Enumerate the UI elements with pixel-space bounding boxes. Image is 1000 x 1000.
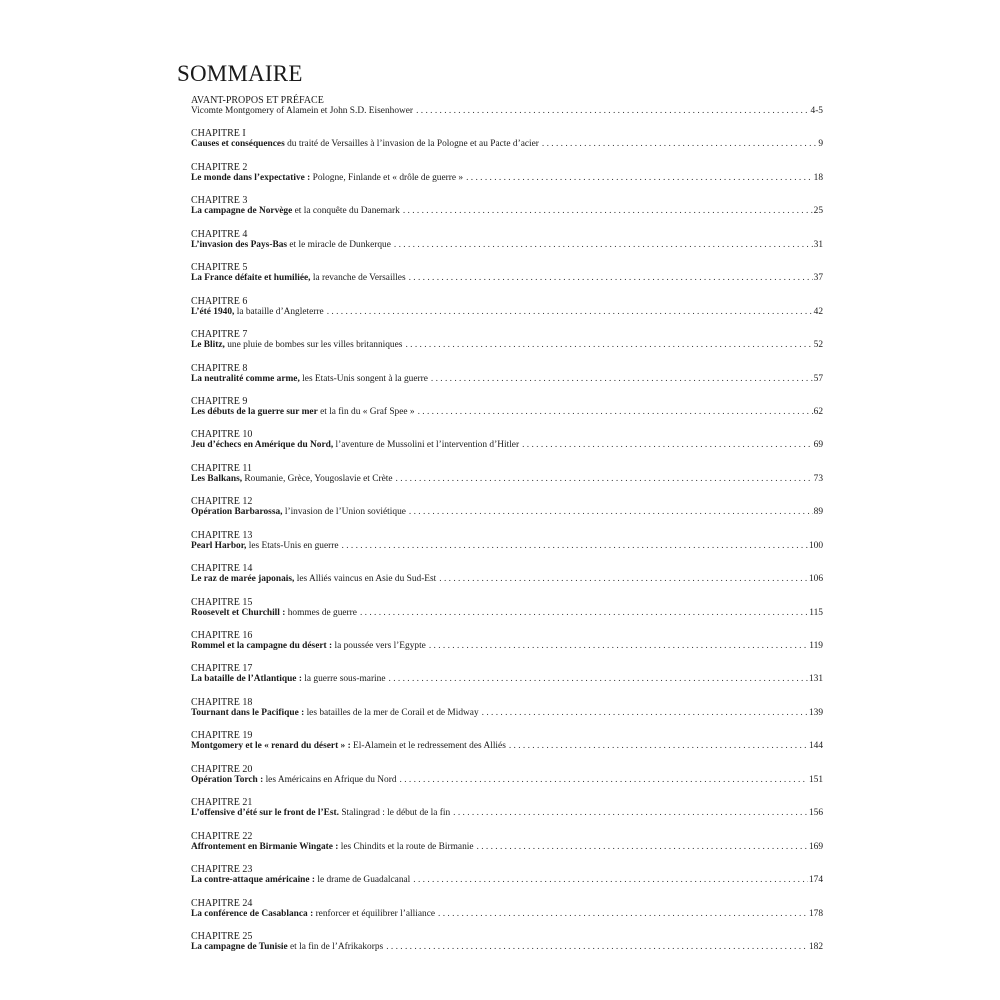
chapter-title-bold: La campagne de Norvège xyxy=(191,206,293,217)
dot-leader xyxy=(394,240,813,251)
chapter-line xyxy=(191,574,823,585)
chapter-title-bold: La contre-attaque américaine : xyxy=(191,875,316,886)
chapter-heading: CHAPITRE 17 xyxy=(191,663,253,675)
chapter-title-bold: La conférence de Casablanca : xyxy=(191,908,314,919)
dot-leader xyxy=(522,440,813,451)
page-number: 174 xyxy=(808,875,823,886)
chapter-heading: CHAPITRE 8 xyxy=(191,362,248,374)
chapter-title-rest: les États-Unis songent à la guerre xyxy=(299,373,428,384)
chapter-line xyxy=(191,273,823,284)
chapter-title-bold: Le Blitz, xyxy=(191,340,225,351)
chapter-title-rest: hommes de guerre xyxy=(285,607,357,618)
chapter-title-bold: Les débuts de la guerre sur mer xyxy=(191,406,318,417)
chapter-line xyxy=(191,206,823,217)
dot-leader xyxy=(439,574,808,585)
chapter-title-rest: l’aventure de Mussolini et l’intervention d’Hitler xyxy=(333,440,520,451)
chapter-title xyxy=(191,574,436,585)
chapter-title xyxy=(191,741,506,752)
dot-leader xyxy=(403,206,813,217)
chapter-title-bold: Roosevelt et Churchill : xyxy=(191,607,286,618)
page-number: 37 xyxy=(813,273,823,284)
chapter-title-rest: et la conquête du Danemark xyxy=(292,206,400,217)
chapter-heading: CHAPITRE 23 xyxy=(191,864,253,876)
chapter-heading: CHAPITRE 21 xyxy=(191,797,253,809)
dot-leader xyxy=(400,775,808,786)
chapter-title-bold: La bataille de l’Atlantique : xyxy=(191,674,302,685)
chapter-heading: CHAPITRE 20 xyxy=(191,763,253,775)
dot-leader xyxy=(429,641,808,652)
chapter-title-rest: renforcer et équilibrer l’alliance xyxy=(313,908,436,919)
chapter-line xyxy=(191,674,823,685)
page-number: 69 xyxy=(813,440,823,451)
chapter-title-rest: la revanche de Versailles xyxy=(310,273,406,284)
toc-entry[interactable] xyxy=(191,530,823,563)
page-number: 115 xyxy=(809,607,823,618)
toc-entry[interactable] xyxy=(191,597,823,630)
chapter-title-bold: Jeu d’échecs en Amérique du Nord, xyxy=(191,440,334,451)
dot-leader xyxy=(413,875,808,886)
chapter-heading: CHAPITRE 12 xyxy=(191,496,253,508)
chapter-title xyxy=(191,340,402,351)
chapter-title-bold: Pearl Harbor, xyxy=(191,540,247,551)
chapter-title xyxy=(191,942,383,953)
toc-entry[interactable] xyxy=(191,262,823,295)
dot-leader xyxy=(542,139,817,150)
chapter-line xyxy=(191,340,823,351)
chapter-heading: CHAPITRE 19 xyxy=(191,730,253,742)
chapter-heading: CHAPITRE 6 xyxy=(191,295,248,307)
chapter-title xyxy=(191,307,324,318)
chapter-title xyxy=(191,273,406,284)
page-number: 144 xyxy=(808,741,823,752)
toc-entry[interactable] xyxy=(191,396,823,429)
chapter-title-rest: la bataille d’Angleterre xyxy=(234,306,324,317)
toc-entry[interactable] xyxy=(191,864,823,897)
chapter-line xyxy=(191,775,823,786)
chapter-title xyxy=(191,474,393,485)
toc-entry[interactable] xyxy=(191,764,823,797)
chapter-title xyxy=(191,708,479,719)
toc-entry[interactable] xyxy=(191,730,823,763)
page-number: 178 xyxy=(808,908,823,919)
chapter-heading: CHAPITRE 3 xyxy=(191,195,248,207)
chapter-heading: CHAPITRE I xyxy=(191,128,246,140)
chapter-heading: CHAPITRE 13 xyxy=(191,529,253,541)
chapter-line xyxy=(191,507,823,518)
chapter-heading: CHAPITRE 7 xyxy=(191,329,248,341)
chapter-title-bold: Affrontement en Birmanie Wingate : xyxy=(191,841,339,852)
chapter-title-bold: Causes et conséquences xyxy=(191,139,285,150)
toc-entry[interactable] xyxy=(191,697,823,730)
chapter-title-rest: et le miracle de Dunkerque xyxy=(287,239,391,250)
chapter-title xyxy=(191,106,413,117)
toc-entry[interactable] xyxy=(191,663,823,696)
chapter-heading: CHAPITRE 18 xyxy=(191,696,253,708)
chapter-title-bold: La France défaite et humiliée, xyxy=(191,273,311,284)
chapter-heading: CHAPITRE 14 xyxy=(191,563,253,575)
page-number: 100 xyxy=(808,540,823,551)
chapter-title-bold: La campagne de Tunisie xyxy=(191,941,288,952)
chapter-title-rest: les États-Unis en guerre xyxy=(246,540,339,551)
dot-leader xyxy=(386,942,808,953)
dot-leader xyxy=(453,808,808,819)
page-number: 57 xyxy=(813,373,823,384)
chapter-line xyxy=(191,708,823,719)
chapter-title xyxy=(191,909,435,920)
dot-leader xyxy=(466,173,813,184)
chapter-line xyxy=(191,173,823,184)
chapter-title xyxy=(191,139,539,150)
chapter-line xyxy=(191,842,823,853)
chapter-title xyxy=(191,507,406,518)
toc-entry[interactable] xyxy=(191,831,823,864)
chapter-line xyxy=(191,139,823,150)
toc-entry[interactable] xyxy=(191,363,823,396)
chapter-title xyxy=(191,374,428,385)
chapter-title xyxy=(191,875,410,886)
page-number: 151 xyxy=(808,774,823,785)
chapter-title-bold: Montgomery et le « renard du désert » : xyxy=(191,741,351,752)
page-number: 52 xyxy=(813,340,823,351)
chapter-title-rest: les batailles de la mer de Corail et de Midway xyxy=(304,707,479,718)
chapter-title-bold: Opération Barbarossa, xyxy=(191,507,283,518)
chapter-line xyxy=(191,909,823,920)
chapter-title-bold: Les Balkans, xyxy=(191,473,243,484)
chapter-heading: CHAPITRE 22 xyxy=(191,830,253,842)
dot-leader xyxy=(418,407,813,418)
chapter-title-rest: le drame de Guadalcanal xyxy=(315,875,411,886)
chapter-title-rest: et la fin du « Graf Spee » xyxy=(317,406,415,417)
dot-leader xyxy=(431,374,813,385)
toc-entry[interactable] xyxy=(191,429,823,462)
chapter-line xyxy=(191,741,823,752)
toc-entry[interactable] xyxy=(191,797,823,830)
chapter-title-rest: les Chindits et la route de Birmanie xyxy=(338,841,474,852)
page-number: 131 xyxy=(808,674,823,685)
chapter-title-bold: La neutralité comme arme, xyxy=(191,373,300,384)
chapter-heading: CHAPITRE 2 xyxy=(191,161,248,173)
dot-leader xyxy=(416,106,809,117)
dot-leader xyxy=(409,507,813,518)
page-number: 169 xyxy=(808,841,823,852)
chapter-line xyxy=(191,541,823,552)
chapter-title-rest: Vicomte Montgomery of Alamein et John S.D. Eisenhower xyxy=(191,106,414,116)
page-number: 31 xyxy=(813,239,823,250)
chapter-title xyxy=(191,407,415,418)
chapter-title xyxy=(191,608,357,619)
chapter-title-bold: L’invasion des Pays-Bas xyxy=(191,239,288,250)
chapter-title-rest: les Alliés vaincus en Asie du Sud-Est xyxy=(294,574,437,585)
chapter-title xyxy=(191,775,397,786)
page-number: 156 xyxy=(808,808,823,819)
chapter-line xyxy=(191,106,823,117)
table-of-contents xyxy=(191,95,823,964)
chapter-title-rest: Roumanie, Grèce, Yougoslavie et Crète xyxy=(242,473,393,484)
chapter-heading: CHAPITRE 16 xyxy=(191,630,253,641)
chapter-title xyxy=(191,641,426,652)
chapter-heading: AVANT-PROPOS ET PRÉFACE xyxy=(191,95,324,106)
toc-entry[interactable] xyxy=(191,329,823,362)
toc-entry[interactable] xyxy=(191,162,823,195)
chapter-line xyxy=(191,875,823,886)
dot-leader xyxy=(389,674,808,685)
chapter-title-rest: l’invasion de l’Union soviétique xyxy=(282,507,406,518)
page-number: 18 xyxy=(813,172,823,183)
page-number: 89 xyxy=(813,507,823,518)
chapter-title-bold: L’été 1940, xyxy=(191,306,235,317)
chapter-title xyxy=(191,206,400,217)
page-number: 139 xyxy=(808,707,823,718)
chapter-heading: CHAPITRE 24 xyxy=(191,897,253,909)
chapter-title-rest: Pologne, Finlande et « drôle de guerre » xyxy=(310,172,464,183)
page-number: 62 xyxy=(813,406,823,417)
chapter-title-bold: Rommel et la campagne du désert : xyxy=(191,641,333,651)
chapter-title-rest: une pluie de bombes sur les villes britanniques xyxy=(224,340,403,351)
chapter-title-bold: L’offensive d’été sur le front de l’Est. xyxy=(191,808,339,819)
dot-leader xyxy=(409,273,813,284)
chapter-heading: CHAPITRE 4 xyxy=(191,228,248,240)
toc-entry[interactable] xyxy=(191,931,823,964)
chapter-title-rest: El-Alamein et le redressement des Alliés xyxy=(350,741,506,752)
chapter-heading: CHAPITRE 9 xyxy=(191,395,248,407)
chapter-line xyxy=(191,942,823,953)
chapter-title xyxy=(191,440,519,451)
chapter-line xyxy=(191,808,823,819)
chapter-title-bold: Le monde dans l’expectative : xyxy=(191,172,311,183)
dot-leader xyxy=(482,708,808,719)
chapter-title-bold: Le raz de marée japonais, xyxy=(191,574,295,585)
toc-entry[interactable] xyxy=(191,296,823,329)
chapter-line xyxy=(191,374,823,385)
chapter-line xyxy=(191,307,823,318)
chapter-line xyxy=(191,240,823,251)
chapter-line xyxy=(191,474,823,485)
dot-leader xyxy=(509,741,808,752)
toc-entry[interactable] xyxy=(191,463,823,496)
toc-entry[interactable] xyxy=(191,630,823,663)
chapter-title xyxy=(191,674,386,685)
page-number: 182 xyxy=(808,941,823,952)
page-number: 73 xyxy=(813,473,823,484)
chapter-title xyxy=(191,808,450,819)
dot-leader xyxy=(360,608,808,619)
chapter-heading: CHAPITRE 11 xyxy=(191,462,253,474)
page-title: SOMMAIRE xyxy=(177,61,303,86)
page-number: 4-5 xyxy=(810,106,823,116)
chapter-title xyxy=(191,173,463,184)
dot-leader xyxy=(327,307,813,318)
toc-entry[interactable] xyxy=(191,195,823,228)
toc-entry[interactable] xyxy=(191,95,823,128)
page-number: 25 xyxy=(813,206,823,217)
chapter-title-rest: la guerre sous-marine xyxy=(301,674,386,685)
chapter-line xyxy=(191,608,823,619)
chapter-title-rest: les Américains en Afrique du Nord xyxy=(263,774,397,785)
dot-leader xyxy=(477,842,808,853)
page-number: 42 xyxy=(813,306,823,317)
toc-entry[interactable] xyxy=(191,128,823,161)
chapter-title xyxy=(191,240,391,251)
chapter-line xyxy=(191,407,823,418)
chapter-heading: CHAPITRE 5 xyxy=(191,262,248,274)
toc-entry[interactable] xyxy=(191,229,823,262)
chapter-heading: CHAPITRE 25 xyxy=(191,930,253,942)
page-number: 9 xyxy=(818,139,823,150)
chapter-heading: CHAPITRE 15 xyxy=(191,596,253,608)
chapter-title-rest: la poussée vers l’Égypte xyxy=(332,641,426,651)
chapter-line xyxy=(191,440,823,451)
chapter-title-rest: du traité de Versailles à l’invasion de la Pologne et au Pacte d’acier xyxy=(284,139,539,150)
chapter-title-rest: et la fin de l’Afrikakorps xyxy=(287,941,384,952)
toc-entry[interactable] xyxy=(191,898,823,931)
chapter-title-bold: Tournant dans le Pacifique : xyxy=(191,707,305,718)
dot-leader xyxy=(438,909,808,920)
dot-leader xyxy=(396,474,813,485)
toc-entry[interactable] xyxy=(191,496,823,529)
page-number: 106 xyxy=(808,574,823,585)
page-number: 119 xyxy=(809,641,823,651)
dot-leader xyxy=(342,541,808,552)
toc-entry[interactable] xyxy=(191,563,823,596)
chapter-heading: CHAPITRE 10 xyxy=(191,429,253,441)
chapter-line xyxy=(191,641,823,652)
dot-leader xyxy=(405,340,812,351)
chapter-title-bold: Opération Torch : xyxy=(191,774,264,785)
chapter-title-rest: Stalingrad : le début de la fin xyxy=(339,808,451,819)
chapter-title xyxy=(191,541,339,552)
chapter-title xyxy=(191,842,474,853)
